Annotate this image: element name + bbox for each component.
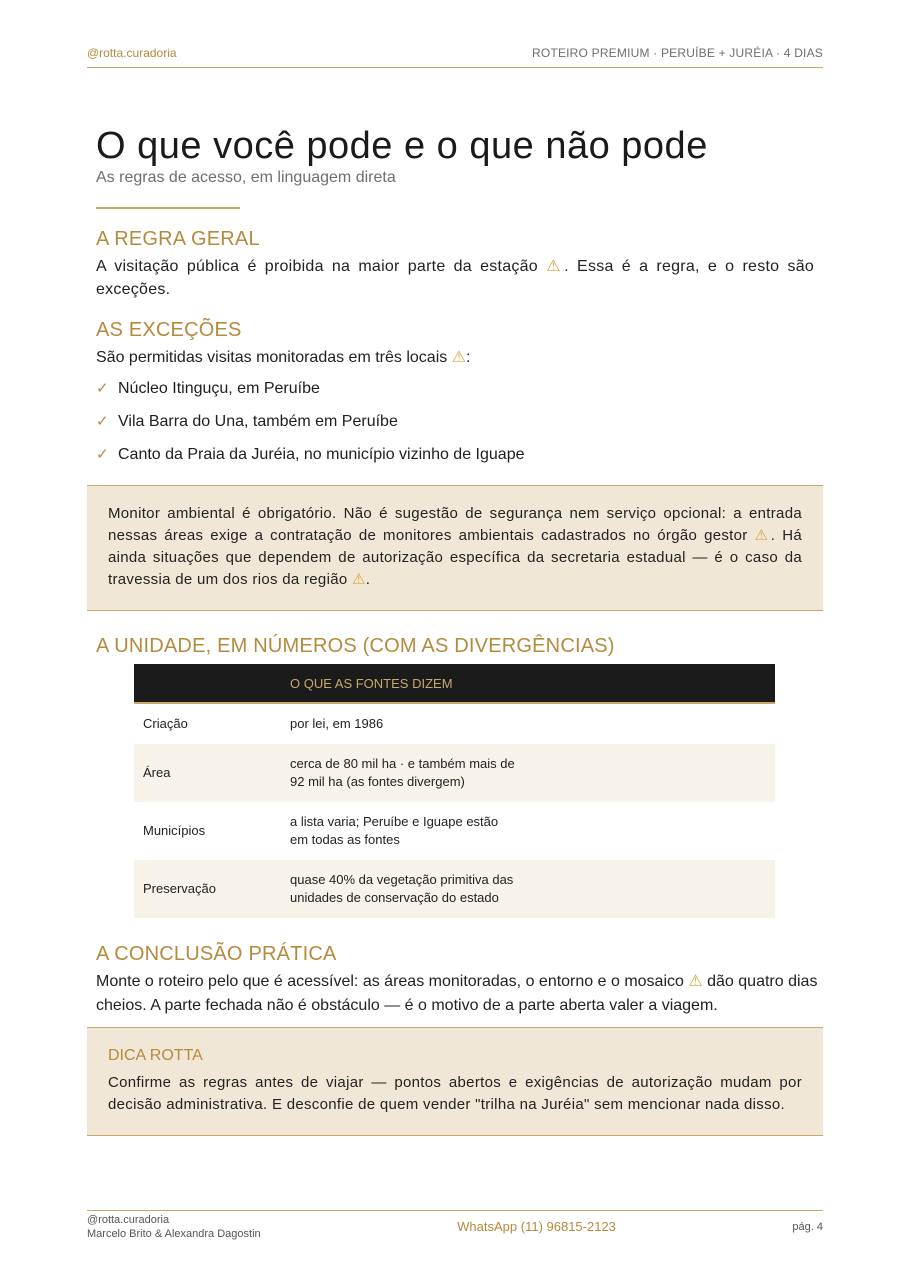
table-row (134, 860, 775, 918)
warning-icon: ⚠ (546, 258, 565, 275)
section-numbers (96, 634, 814, 658)
section-heading-general-rule: A REGRA GERAL (96, 228, 260, 250)
check-icon: ✓ (96, 380, 109, 397)
whatsapp-contact: WhatsApp (11) 96815-2123 (457, 1219, 616, 1234)
title-divider (96, 207, 240, 209)
check-icon: ✓ (96, 446, 109, 463)
table-cell-label: Preservação (134, 860, 281, 918)
section-heading-exceptions: AS EXCEÇÕES (96, 319, 242, 341)
table-row (134, 703, 775, 744)
section-general-rule (96, 227, 814, 301)
tip-title: DICA ROTTA (108, 1047, 203, 1064)
table-header-row (134, 664, 775, 703)
tip-text: Confirme as regras antes de viajar — pontos abertos e exigências de autorização mudam por decisão administrativa. E desconfie de quem vender "trilha na Juréia" sem mencionar nada disso. (108, 1074, 802, 1113)
tip-callout (87, 1027, 823, 1136)
section-heading-conclusion: A CONCLUSÃO PRÁTICA (96, 943, 337, 965)
table-cell-value: cerca de 80 mil ha · e também mais de 92 mil ha (as fontes divergem) (281, 744, 775, 802)
exceptions-list (96, 377, 814, 466)
header-handle: @rotta.curadoria (87, 46, 177, 60)
page-title: O que você pode e o que não pode (96, 125, 708, 167)
conclusion-text: Monte o roteiro pelo que é acessível: as áreas monitoradas, o entorno e o mosaico ⚠ dão quatro dias cheios. A parte fechada não é obstáculo — é o motivo de a parte aberta valer a viagem. (96, 973, 818, 1014)
page-number: pág. 4 (792, 1221, 823, 1233)
table-cell-value: quase 40% da vegetação primitiva das unidades de conservação do estado (281, 860, 775, 918)
warning-icon: ⚠ (688, 973, 703, 990)
table-cell-value: a lista varia; Peruíbe e Iguape estão em todas as fontes (290, 814, 499, 847)
table-header-cell (134, 664, 281, 703)
exceptions-intro: São permitidas visitas monitoradas em três locais ⚠: (96, 349, 471, 366)
main-content (96, 124, 814, 476)
warning-icon: ⚠ (754, 527, 771, 544)
page-subtitle: As regras de acesso, em linguagem direta (96, 169, 396, 186)
table-cell-value: por lei, em 1986 (290, 716, 384, 731)
section-exceptions (96, 318, 814, 466)
footer-credits (87, 1213, 261, 1241)
list-item: ✓ Canto da Praia da Juréia, no município vizinho de Iguape (96, 443, 814, 466)
table-cell-label: Criação (143, 716, 188, 731)
facts-table (134, 664, 775, 918)
table-row (134, 744, 775, 802)
section-heading-numbers: A UNIDADE, EM NÚMEROS (COM AS DIVERGÊNCIAS) (96, 635, 615, 657)
page-header (87, 46, 823, 68)
warning-icon: ⚠ (451, 349, 467, 366)
table-cell-label: Área (134, 744, 281, 802)
table-row (134, 802, 775, 860)
header-document-tag: ROTEIRO PREMIUM · PERUÍBE + JURÉIA · 4 DIAS (532, 46, 823, 60)
table-cell-label: Municípios (143, 823, 206, 838)
list-item: ✓ Núcleo Itinguçu, em Peruíbe (96, 377, 814, 400)
page-footer (87, 1210, 823, 1241)
section-conclusion (96, 942, 823, 1018)
monitor-callout (87, 485, 823, 611)
check-icon: ✓ (96, 413, 109, 430)
footer-handle: @rotta.curadoria (87, 1214, 170, 1226)
table-header-cell: O QUE AS FONTES DIZEM (281, 664, 775, 703)
list-item: ✓ Vila Barra do Una, também em Peruíbe (96, 410, 814, 433)
warning-icon: ⚠ (351, 571, 366, 588)
footer-authors: Marcelo Brito & Alexandra Dagostin (87, 1228, 261, 1240)
general-rule-text: A visitação pública é proibida na maior parte da estação ⚠. Essa é a regra, e o resto são exceções. (96, 258, 815, 298)
monitor-callout-text: Monitor ambiental é obrigatório. Não é sugestão de segurança nem serviço opcional: a entrada nessas áreas exige a contratação de monitores ambientais cadastrados no órgão gestor ⚠. Há ainda situações que dependem de autorização específica da secretaria estadual — é o caso da travessia de um dos rios da região ⚠. (108, 505, 802, 588)
